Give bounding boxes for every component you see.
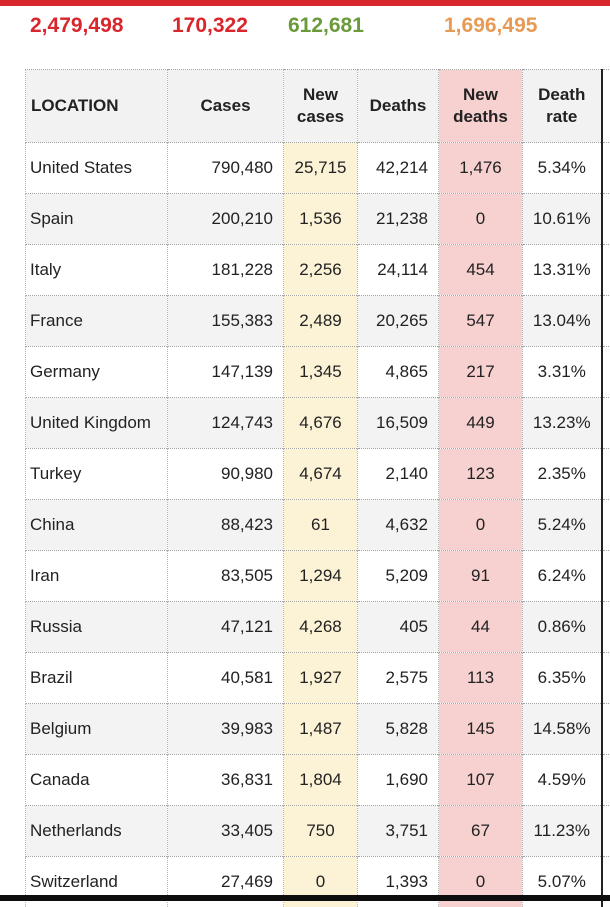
table-edge [602, 398, 610, 449]
cell-death-rate: 4.59% [523, 755, 602, 806]
cell-deaths: 42,214 [358, 143, 439, 194]
cell-cases: 33,405 [168, 806, 284, 857]
cell-death-rate: 11.23% [523, 806, 602, 857]
cell-location: United States [26, 143, 168, 194]
cell-new-deaths: 44 [439, 602, 523, 653]
cell-location: Germany [26, 347, 168, 398]
cell-deaths: 4,865 [358, 347, 439, 398]
cell-deaths: 21,238 [358, 194, 439, 245]
table-edge [602, 296, 610, 347]
cell-death-rate: 13.23% [523, 398, 602, 449]
cell-location: Canada [26, 755, 168, 806]
table-edge [602, 806, 610, 857]
cell-new-cases: 1,345 [284, 347, 358, 398]
cell-new-cases: 4,674 [284, 449, 358, 500]
cell-location: Russia [26, 602, 168, 653]
table-header-row [26, 70, 610, 143]
cell-new-cases: 1,927 [284, 653, 358, 704]
table-row [26, 245, 610, 296]
cell-new-cases: 1,294 [284, 551, 358, 602]
cell-cases: 181,228 [168, 245, 284, 296]
table-row [26, 398, 610, 449]
cell-new-deaths: 454 [439, 245, 523, 296]
cell-cases: 155,383 [168, 296, 284, 347]
active-cases-stat: 1,696,495 [444, 14, 537, 38]
table-row [26, 347, 610, 398]
table-edge [602, 551, 610, 602]
cell-death-rate: 6.24% [523, 551, 602, 602]
cell-location: Switzerland [26, 857, 168, 907]
bottom-bar [0, 895, 610, 901]
cell-cases: 39,983 [168, 704, 284, 755]
cell-location: Netherlands [26, 806, 168, 857]
recovered-stat: 612,681 [288, 14, 364, 38]
cell-deaths: 3,751 [358, 806, 439, 857]
cell-deaths: 2,575 [358, 653, 439, 704]
cell-new-deaths: 107 [439, 755, 523, 806]
cell-deaths: 5,828 [358, 704, 439, 755]
cell-new-cases: 1,804 [284, 755, 358, 806]
cell-cases: 200,210 [168, 194, 284, 245]
table-row [26, 296, 610, 347]
cell-location: Belgium [26, 704, 168, 755]
cell-death-rate: 14.58% [523, 704, 602, 755]
table-row [26, 143, 610, 194]
table-row [26, 500, 610, 551]
cell-cases: 27,469 [168, 857, 284, 907]
cell-new-cases: 750 [284, 806, 358, 857]
cell-new-cases: 4,268 [284, 602, 358, 653]
cell-new-cases: 61 [284, 500, 358, 551]
cell-location: Spain [26, 194, 168, 245]
cell-new-cases: 1,536 [284, 194, 358, 245]
cell-death-rate: 13.31% [523, 245, 602, 296]
total-cases-stat: 2,479,498 [30, 14, 123, 38]
cell-death-rate: 5.24% [523, 500, 602, 551]
table-row [26, 755, 610, 806]
table-edge [602, 194, 610, 245]
cell-new-deaths: 113 [439, 653, 523, 704]
table-row [26, 551, 610, 602]
header-cases[interactable]: Cases [168, 70, 284, 143]
country-stats-table [25, 69, 610, 907]
cell-cases: 147,139 [168, 347, 284, 398]
cell-deaths: 405 [358, 602, 439, 653]
table-row [26, 806, 610, 857]
cell-deaths: 1,690 [358, 755, 439, 806]
header-new-cases[interactable]: New cases [284, 70, 358, 143]
cell-death-rate: 6.35% [523, 653, 602, 704]
cell-new-cases: 25,715 [284, 143, 358, 194]
cell-death-rate: 2.35% [523, 449, 602, 500]
table-row [26, 704, 610, 755]
cell-new-deaths: 0 [439, 857, 523, 907]
cell-location: Iran [26, 551, 168, 602]
cell-new-deaths: 449 [439, 398, 523, 449]
header-location[interactable]: LOCATION [26, 70, 168, 143]
cell-location: Turkey [26, 449, 168, 500]
cell-cases: 90,980 [168, 449, 284, 500]
cell-death-rate: 5.34% [523, 143, 602, 194]
cell-deaths: 24,114 [358, 245, 439, 296]
header-new-deaths[interactable]: New deaths [439, 70, 523, 143]
table-edge [602, 347, 610, 398]
cell-new-cases: 4,676 [284, 398, 358, 449]
cell-deaths: 4,632 [358, 500, 439, 551]
top-accent-bar [0, 0, 610, 6]
cell-location: France [26, 296, 168, 347]
cell-new-cases: 2,489 [284, 296, 358, 347]
cell-new-deaths: 1,476 [439, 143, 523, 194]
cell-cases: 36,831 [168, 755, 284, 806]
cell-new-deaths: 0 [439, 194, 523, 245]
table-row [26, 653, 610, 704]
cell-deaths: 2,140 [358, 449, 439, 500]
cell-deaths: 1,393 [358, 857, 439, 907]
cell-cases: 790,480 [168, 143, 284, 194]
cell-location: Brazil [26, 653, 168, 704]
cell-death-rate: 10.61% [523, 194, 602, 245]
cell-new-cases: 2,256 [284, 245, 358, 296]
cell-new-cases: 0 [284, 857, 358, 907]
table-row [26, 194, 610, 245]
cell-death-rate: 5.07% [523, 857, 602, 907]
cell-new-deaths: 217 [439, 347, 523, 398]
cell-death-rate: 13.04% [523, 296, 602, 347]
cell-new-deaths: 547 [439, 296, 523, 347]
table-edge [602, 245, 610, 296]
table-edge [602, 704, 610, 755]
total-deaths-stat: 170,322 [172, 14, 248, 38]
cell-death-rate: 0.86% [523, 602, 602, 653]
cell-cases: 47,121 [168, 602, 284, 653]
cell-location: United Kingdom [26, 398, 168, 449]
cell-deaths: 16,509 [358, 398, 439, 449]
cell-cases: 88,423 [168, 500, 284, 551]
cell-new-deaths: 91 [439, 551, 523, 602]
table-row [26, 602, 610, 653]
header-deaths[interactable]: Deaths [358, 70, 439, 143]
table-edge [602, 653, 610, 704]
cell-deaths: 5,209 [358, 551, 439, 602]
cell-location: Italy [26, 245, 168, 296]
header-death-rate[interactable]: Death rate [523, 70, 602, 143]
cell-cases: 83,505 [168, 551, 284, 602]
summary-stats [0, 8, 610, 40]
cell-cases: 40,581 [168, 653, 284, 704]
table-edge [602, 70, 610, 143]
table-edge [602, 143, 610, 194]
cell-new-deaths: 145 [439, 704, 523, 755]
table-edge [602, 449, 610, 500]
table-edge [602, 602, 610, 653]
cell-new-deaths: 67 [439, 806, 523, 857]
cell-death-rate: 3.31% [523, 347, 602, 398]
cell-cases: 124,743 [168, 398, 284, 449]
table-edge [602, 755, 610, 806]
cell-location: China [26, 500, 168, 551]
cell-new-deaths: 123 [439, 449, 523, 500]
table-row [26, 449, 610, 500]
cell-new-cases: 1,487 [284, 704, 358, 755]
cell-new-deaths: 0 [439, 500, 523, 551]
cell-deaths: 20,265 [358, 296, 439, 347]
table-edge [602, 500, 610, 551]
